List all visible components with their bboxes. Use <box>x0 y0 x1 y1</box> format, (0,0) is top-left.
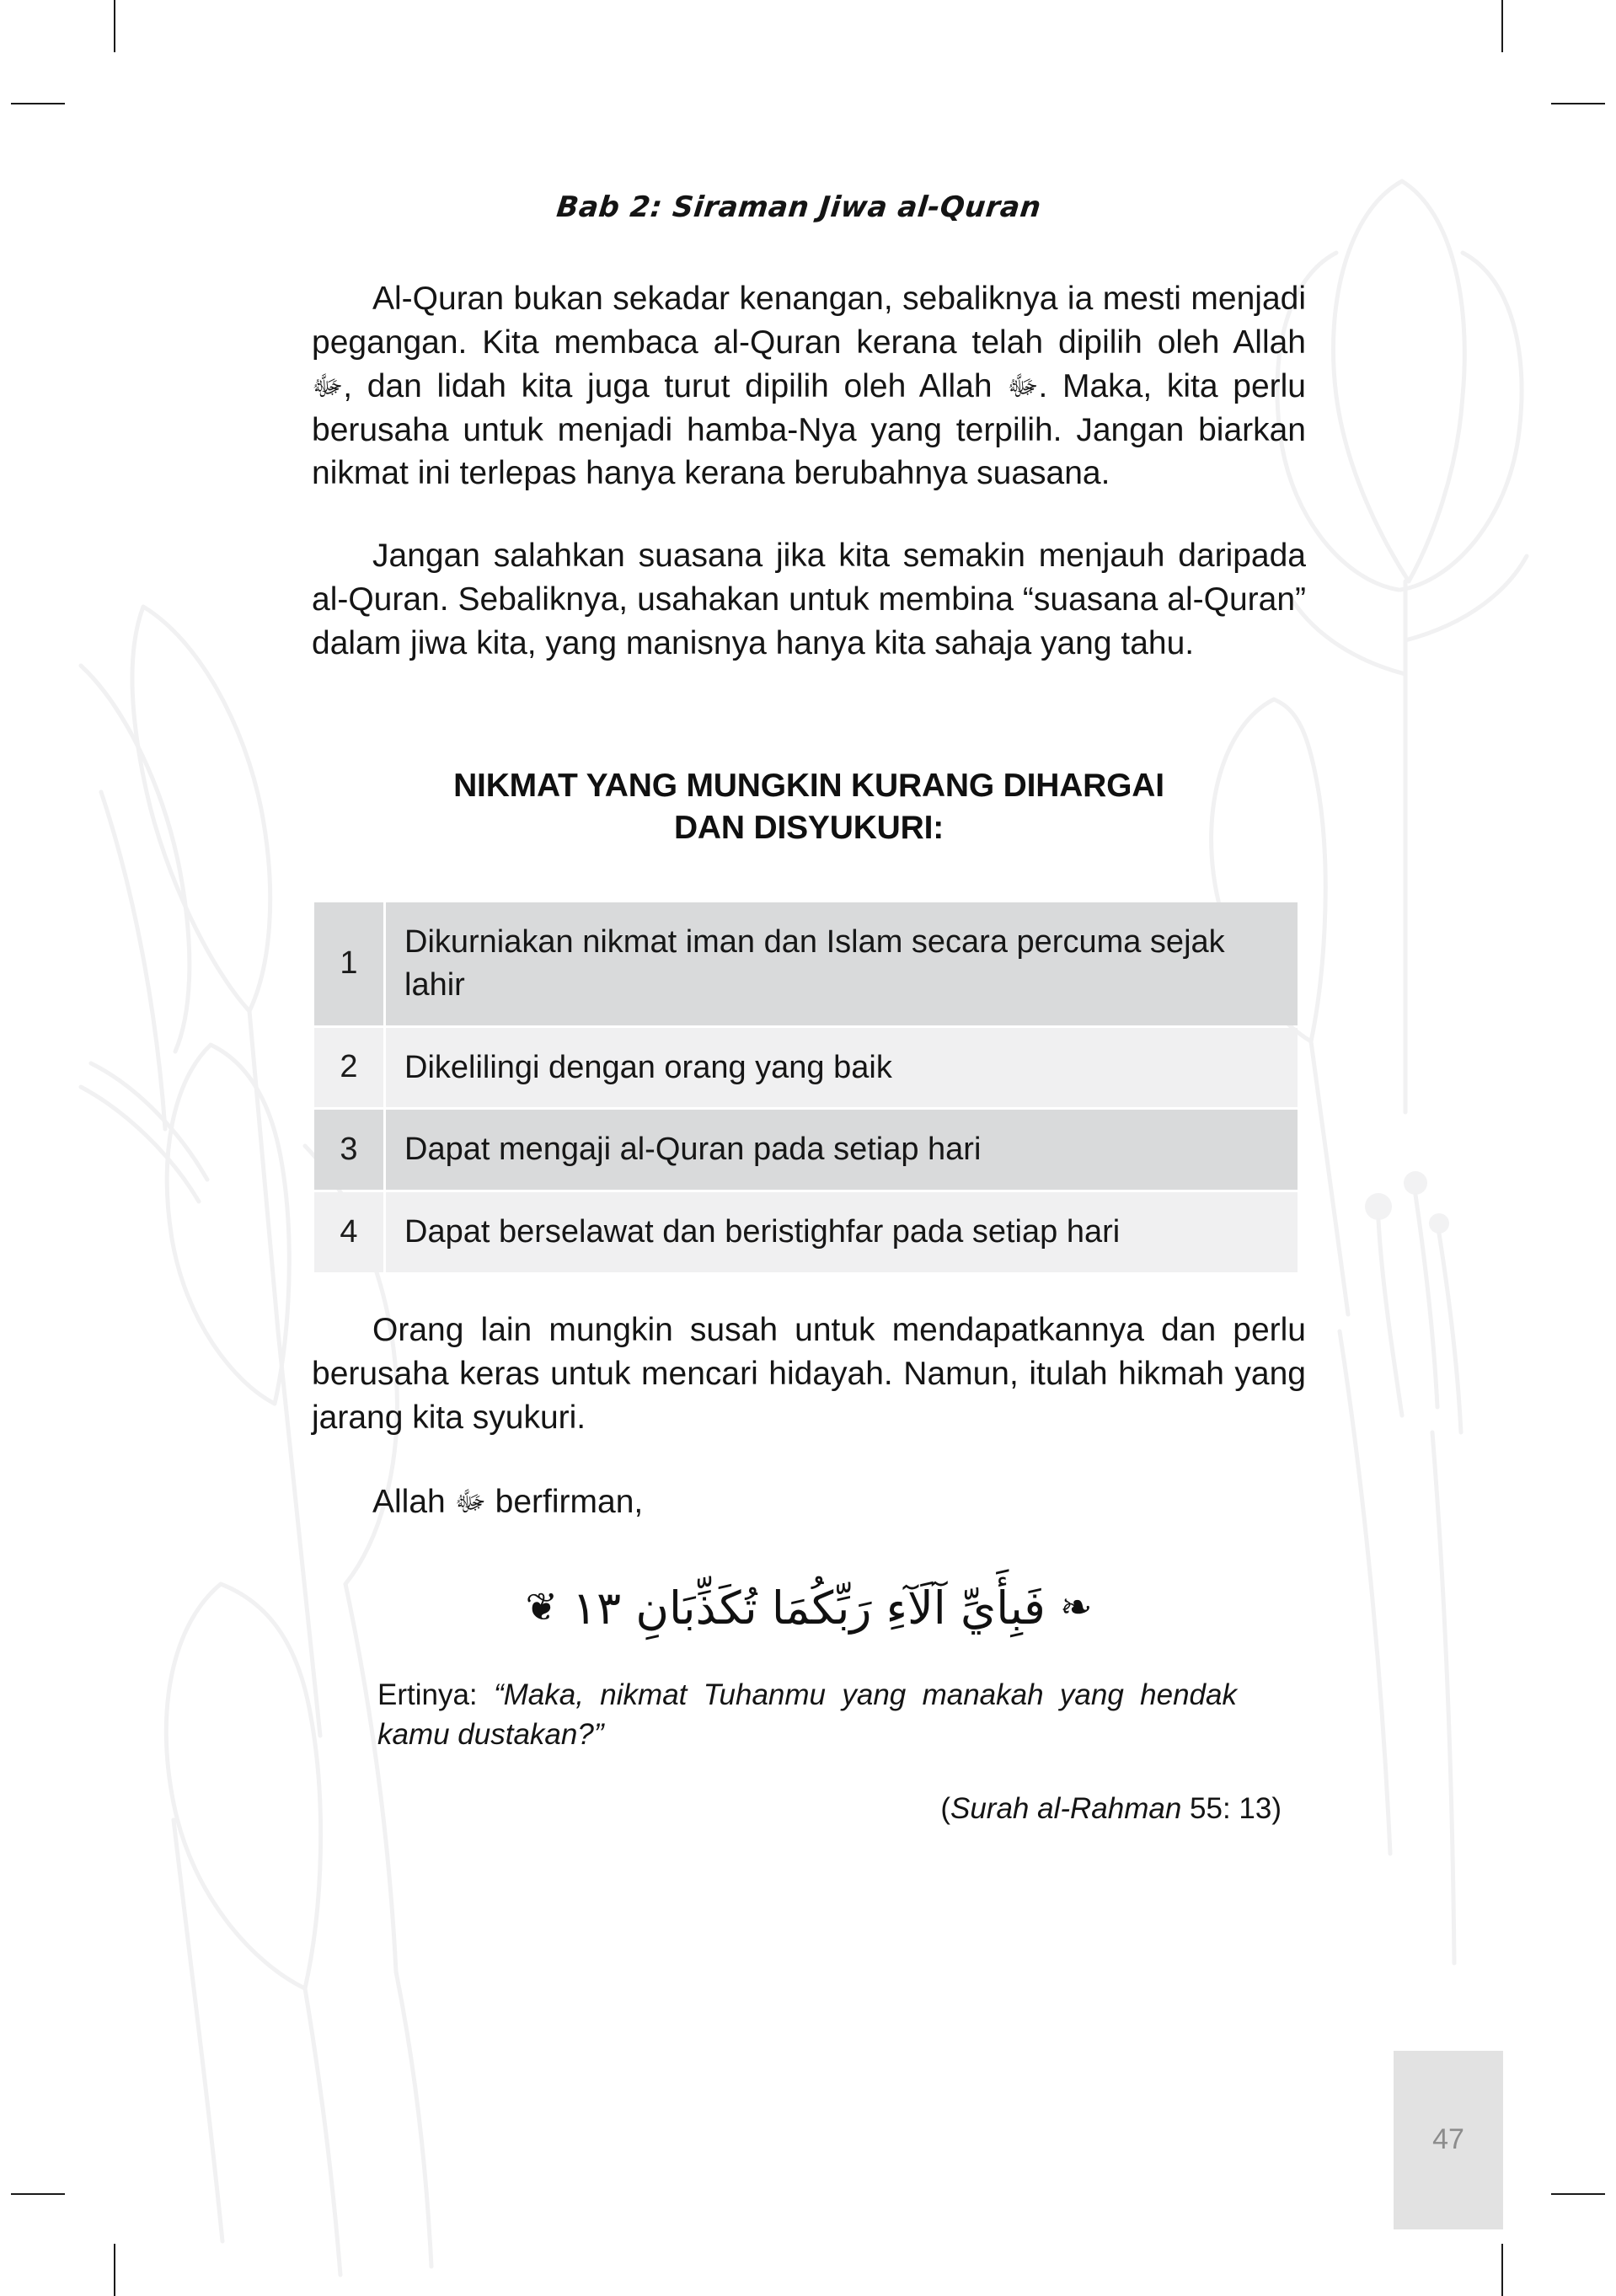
paragraph-1-text-a: Al-Quran bukan sekadar kenangan, sebaliknya ia mesti menjadi pegangan. Kita membaca al-Quran kerana telah dipilih oleh Allah <box>312 281 1306 361</box>
quran-verse-text: فَبِأَيِّ آلَآءِ رَبِّكُمَا تُكَذِّبَانِ <box>635 1581 1046 1635</box>
allah-berfirman-line <box>312 1484 1306 1525</box>
crop-mark-top-left-vertical <box>114 0 115 52</box>
source-open-paren: ( <box>940 1791 950 1825</box>
table-row-number: 3 <box>314 1110 383 1190</box>
table-row-number: 4 <box>314 1192 383 1272</box>
quran-source-citation <box>312 1792 1300 1826</box>
allah-glyph-icon: ﷻ <box>454 1484 486 1517</box>
table-row-number: 2 <box>314 1028 383 1108</box>
crop-mark-bottom-left-vertical <box>114 2244 115 2296</box>
nikmat-table-body <box>314 902 1298 1273</box>
table-row-text: Dapat mengaji al-Quran pada setiap hari <box>386 1110 1298 1190</box>
running-head: Bab 2: Siraman Jiwa al-Quran <box>554 190 1043 224</box>
allah-glyph-icon: ﷻ <box>1007 368 1039 402</box>
crop-mark-bottom-right-horizontal <box>1551 2193 1605 2195</box>
ertinya-label: Ertinya: <box>377 1678 494 1711</box>
table-row <box>314 902 1298 1025</box>
paragraph-2: Jangan salahkan suasana jika kita semakin menjauh daripada al-Quran. Sebaliknya, usahakan untuk membina “suasana al-Quran” dalam jiwa kita, yang manisnya hanya kita sahaja yang tahu. <box>312 538 1306 662</box>
paragraph-1-text-c: . Maka, kita perlu berusaha untuk menjadi hamba-Nya yang terpilih. Jangan biarkan nikmat ini terlepas hanya kerana berubahnya suasana. <box>312 367 1306 492</box>
page-number-tab <box>1394 2051 1503 2229</box>
ornament-open-icon: ❧ <box>1059 1583 1093 1630</box>
section-heading-line-2: DAN DISYUKURI: <box>673 809 944 846</box>
paragraph-1-text-b: , dan lidah kita juga turut dipilih oleh Allah <box>343 367 1008 404</box>
ayah-number: ١٣ <box>572 1581 622 1635</box>
crop-mark-top-right-horizontal <box>1551 103 1605 104</box>
table-row <box>314 1110 1298 1190</box>
allah-glyph-icon: ﷻ <box>312 368 344 402</box>
crop-mark-bottom-right-vertical <box>1501 2244 1503 2296</box>
section-heading <box>312 765 1306 849</box>
table-row-text: Dapat berselawat dan beristighfar pada setiap hari <box>386 1192 1298 1272</box>
table-row <box>314 1192 1298 1272</box>
quran-verse-arabic <box>312 1574 1306 1642</box>
crop-mark-top-right-vertical <box>1501 0 1503 52</box>
allah-berfirman-before: Allah <box>372 1483 455 1520</box>
ertinya-quote: “Maka, nikmat Tuhanmu yang manakah yang hendak kamu dustakan?” <box>377 1678 1237 1751</box>
allah-berfirman-after: berfirman, <box>485 1483 644 1520</box>
table-row-number: 1 <box>314 902 383 1025</box>
ornament-close-icon: ❦ <box>525 1583 558 1630</box>
crop-mark-bottom-left-horizontal <box>11 2193 65 2195</box>
table-row <box>314 1028 1298 1108</box>
nikmat-table <box>312 900 1300 1276</box>
table-row-text: Dikelilingi dengan orang yang baik <box>386 1028 1298 1108</box>
paragraph-3: Orang lain mungkin susah untuk mendapatkannya dan perlu berusaha keras untuk mencari hidayah. Namun, itulah hikmah yang jarang kita syukuri. <box>312 1312 1306 1436</box>
table-row-text: Dikurniakan nikmat iman dan Islam secara percuma sejak lahir <box>386 902 1298 1025</box>
crop-mark-top-left-horizontal <box>11 103 65 104</box>
page-number: 47 <box>1432 2123 1464 2155</box>
page-content <box>312 0 1306 1826</box>
section-heading-line-1: NIKMAT YANG MUNGKIN KURANG DIHARGAI <box>453 767 1164 804</box>
source-reference: 55: 13) <box>1181 1791 1282 1825</box>
paragraph-1 <box>312 277 1306 495</box>
quran-translation <box>377 1676 1237 1755</box>
source-surah-name: Surah al-Rahman <box>950 1791 1182 1825</box>
